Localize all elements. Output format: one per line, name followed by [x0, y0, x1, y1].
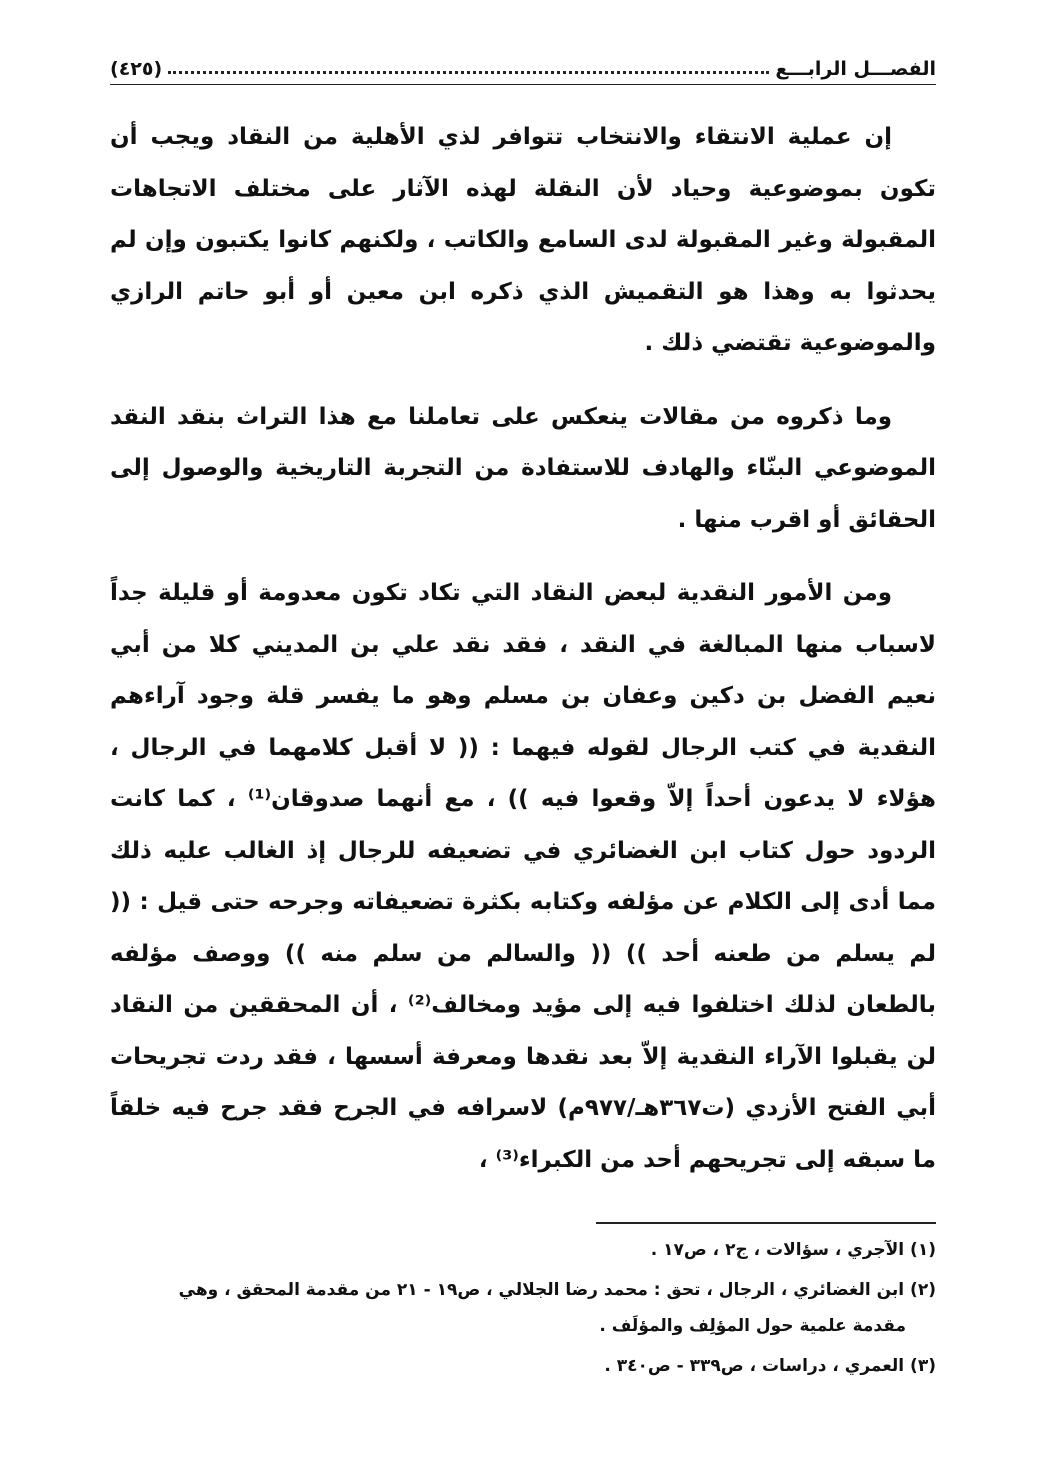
footnote-2-line-1: (٢) ابن الغضائري ، الرجال ، تحق : محمد رضا الجلالي ، ص١٩ - ٢١ من مقدمة المحقق ، وهي — [178, 1280, 936, 1300]
header-dot-leader — [168, 70, 769, 74]
paragraph-3: ومن الأمور النقدية لبعض النقاد التي تكاد تكون معدومة أو قليلة جداً لاسباب منها المبالغة في النقد ، فقد نقد علي بن المديني كلا من أبي نعيم الفضل بن دكين وعفان بن مسلم وهو ما يفسر قلة وجود آراءهم النقدية في كتب الرجال لقوله فيهما : (( لا أقبل كلامهما في الرجال ، هؤلاء لا يدعون أحداً إلاّ وقعوا فيه )) ، مع أنهما صدوقان⁽¹⁾ ، كما كانت الردود حول كتاب ابن الغضائري في تضعيفه للرجال إذ الغالب عليه ذلك مما أدى إلى الكلام عن مؤلفه وكتابه بكثرة تضعيفاته وجرحه حتى قيل : (( لم يسلم من طعنه أحد )) (( والسالم من سلم منه )) ووصف مؤلفه بالطعان لذلك اختلفوا فيه إلى مؤيد ومخالف⁽²⁾ ، أن المحققين من النقاد لن يقبلوا الآراء النقدية إلاّ بعد نقدها ومعرفة أسسها ، فقد ردت تجريحات أبي الفتح الأزدي (ت٣٦٧هـ/٩٧٧م) لاسرافه في الجرح فقد جرح فيه خلقاً ما سبقه إلى تجريحهم أحد من الكبراء⁽³⁾ ، — [110, 580, 936, 1173]
footnote-1: (١) الآجري ، سؤالات ، ج٢ ، ص١٧ . — [650, 1240, 936, 1260]
running-header — [110, 40, 936, 80]
chapter-title: الفصـــل الرابـــع — [775, 58, 936, 80]
footnote-2-line-2: مقدمة علمية حول المؤلِف والمؤلَف . — [599, 1316, 906, 1336]
footnote-2 — [110, 1272, 936, 1344]
paragraph-1: إن عملية الانتقاء والانتخاب تتوافر لذي الأهلية من النقاد ويجب أن تكون بموضوعية وحياد لأن النقلة لهذه الآثار على مختلف الاتجاهات المقبولة وغير المقبولة لدى السامع والكاتب ، ولكنهم كانوا يكتبون وإن لم يحدثوا به وهذا هو التقميش الذي ذكره ابن معين أو أبو حاتم الرازي والموضوعية تقتضي ذلك . — [110, 124, 936, 356]
footnote-separator — [596, 1222, 936, 1224]
footnote-3: (٣) العمري ، دراسات ، ص٣٣٩ - ص٣٤٠ . — [604, 1356, 936, 1376]
page-number: (٤٢٥) — [110, 58, 163, 80]
header-rule — [110, 84, 936, 85]
paragraph-2: وما ذكروه من مقالات ينعكس على تعاملنا مع هذا التراث بنقد النقد الموضوعي البنّاء والهادف للاستفادة من التجربة التاريخية والوصول إلى الحقائق أو اقرب منها . — [110, 403, 936, 533]
main-text — [110, 112, 936, 1208]
footnotes — [110, 1232, 936, 1388]
